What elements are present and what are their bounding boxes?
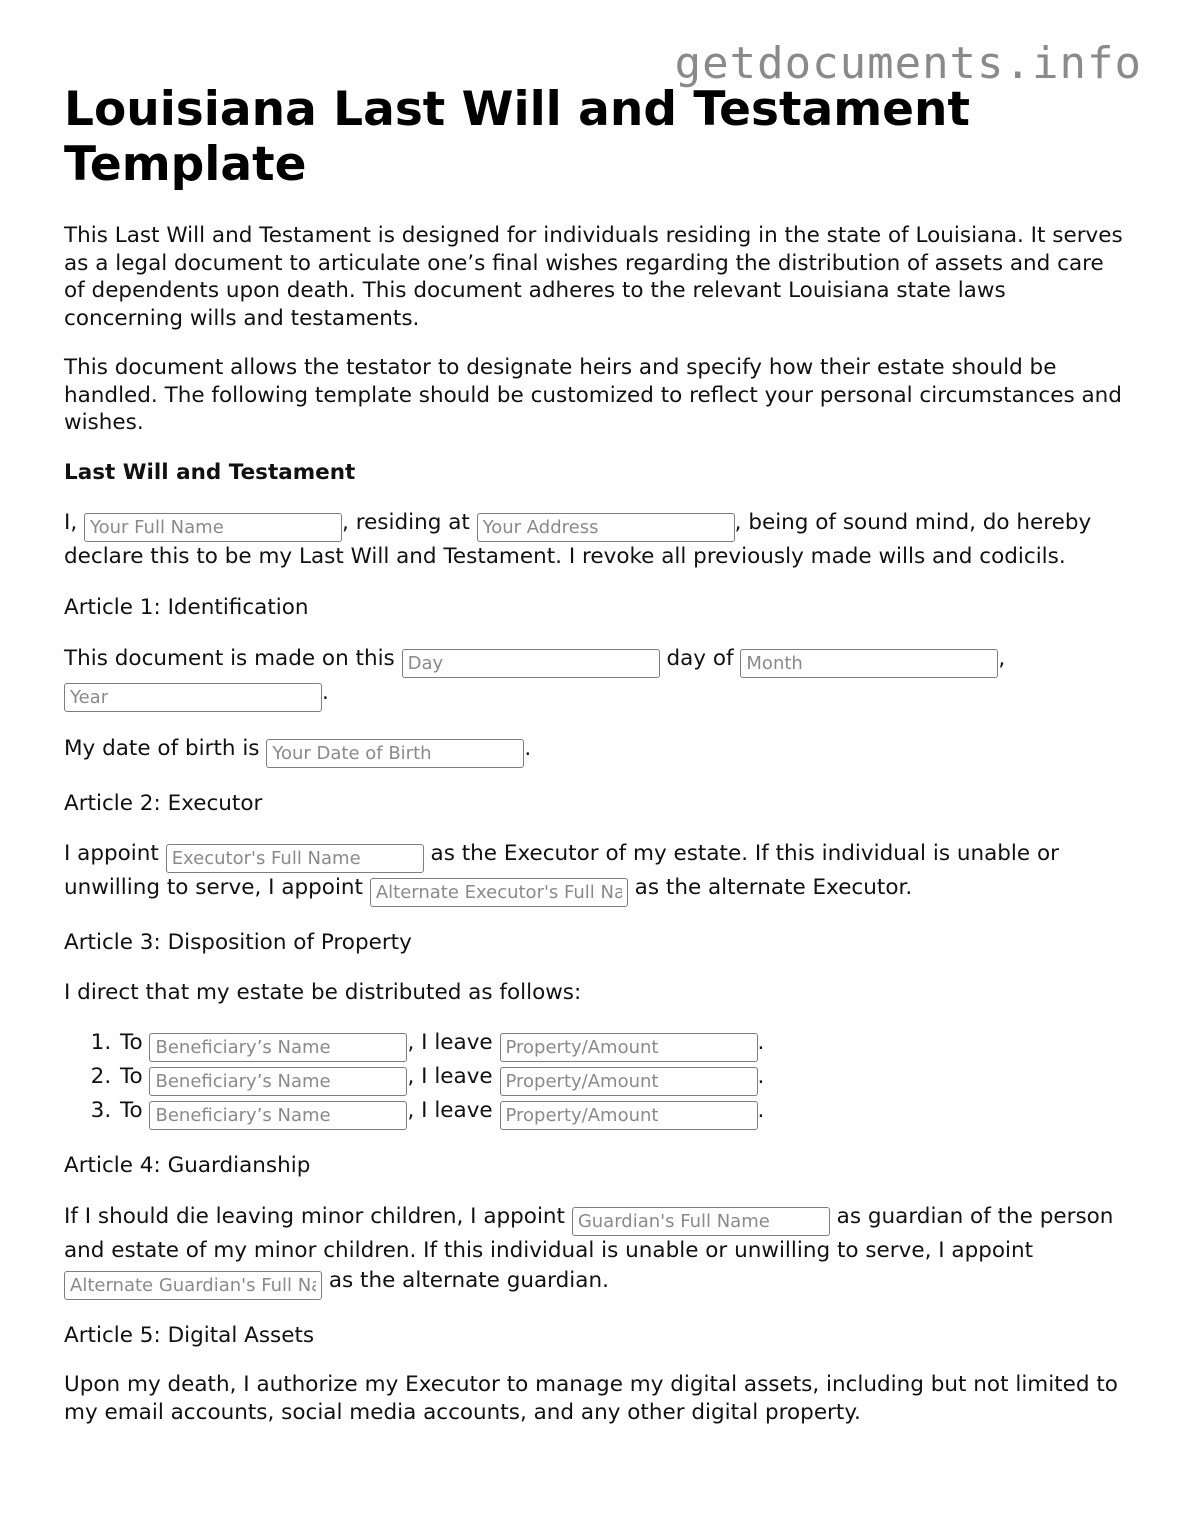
intro-paragraph-1: This Last Will and Testament is designed for individuals residing in the state of Louisiana. It serves as a legal document to articulate one’s final wishes regarding the distribution of assets and care of dependents upon death. This document adheres to the relevant Louisiana state laws concerning wills and testaments. bbox=[64, 223, 1123, 331]
day-field[interactable] bbox=[402, 649, 660, 678]
declaration-text-3: , being of sound mind, do hereby declare this to be my Last Will and Testament. I revoke all previously made wills and codicils. bbox=[64, 510, 1092, 569]
list-item bbox=[118, 1028, 1124, 1062]
beneficiary-name-field[interactable] bbox=[149, 1033, 407, 1062]
dob-text-1: My date of birth is bbox=[64, 735, 260, 761]
article-1-heading: Article 1: Identification bbox=[64, 595, 309, 620]
month-field[interactable] bbox=[740, 649, 998, 678]
list-item bbox=[118, 1096, 1124, 1130]
beneficiary-name-field[interactable] bbox=[149, 1101, 407, 1130]
executor-text-3: as the alternate Executor. bbox=[634, 875, 913, 900]
alternate-guardian-field[interactable] bbox=[64, 1271, 322, 1300]
beneficiary-name-field[interactable] bbox=[149, 1067, 407, 1096]
article-3-heading: Article 3: Disposition of Property bbox=[64, 930, 412, 955]
document-page bbox=[64, 82, 1124, 1448]
executor-text-1: I appoint bbox=[64, 841, 159, 866]
executor-name-field[interactable] bbox=[166, 844, 424, 873]
article-5-paragraph: Upon my death, I authorize my Executor to manage my digital assets, including but not limited to my email accounts, social media accounts, and any other digital property. bbox=[64, 1372, 1118, 1425]
item-end: . bbox=[757, 1064, 765, 1089]
guardian-text-1: If I should die leaving minor children, I appoint bbox=[64, 1203, 565, 1229]
guardian-name-field[interactable] bbox=[572, 1207, 830, 1236]
guardian-text-3: as the alternate guardian. bbox=[328, 1267, 609, 1293]
watermark: getdocuments.info bbox=[674, 38, 1142, 89]
article-5-heading: Article 5: Digital Assets bbox=[64, 1322, 315, 1348]
guardian-text-2: as guardian of the person and estate of my minor children. If this individual is unable or unwilling to serve, I appoint bbox=[64, 1203, 1114, 1263]
article-1-date-paragraph bbox=[64, 644, 1124, 712]
dob-text-2: . bbox=[524, 735, 532, 761]
date-text-2: day of bbox=[666, 645, 734, 671]
address-field[interactable] bbox=[477, 513, 735, 542]
full-name-field[interactable] bbox=[84, 513, 342, 542]
article-3-intro: I direct that my estate be distributed as follows: bbox=[64, 979, 582, 1005]
year-field[interactable] bbox=[64, 683, 322, 712]
executor-text-2: as the Executor of my estate. If this individual is unable or unwilling to serve, I appoint bbox=[64, 841, 1059, 900]
article-1-dob-paragraph bbox=[64, 734, 1124, 768]
list-item bbox=[118, 1062, 1124, 1096]
article-4-paragraph bbox=[64, 1202, 1124, 1300]
item-end: . bbox=[757, 1098, 765, 1123]
intro-paragraph-2: This document allows the testator to designate heirs and specify how their estate should be handled. The following template should be customized to reflect your personal circumstances and wishes. bbox=[64, 355, 1122, 435]
property-amount-field[interactable] bbox=[500, 1101, 758, 1130]
beneficiary-list bbox=[64, 1028, 1124, 1130]
declaration-text-2: , residing at bbox=[342, 510, 470, 535]
page-title: Louisiana Last Will and Testament Template bbox=[64, 82, 970, 192]
to-text: To bbox=[120, 1064, 143, 1089]
date-text-3: , bbox=[998, 645, 1006, 671]
property-amount-field[interactable] bbox=[500, 1033, 758, 1062]
to-text: To bbox=[120, 1098, 143, 1123]
declaration-text-1: I, bbox=[64, 510, 78, 535]
item-end: . bbox=[757, 1030, 765, 1055]
section-title: Last Will and Testament bbox=[64, 459, 356, 485]
property-amount-field[interactable] bbox=[500, 1067, 758, 1096]
article-2-heading: Article 2: Executor bbox=[64, 790, 263, 816]
leave-text: , I leave bbox=[407, 1098, 493, 1123]
leave-text: , I leave bbox=[407, 1030, 493, 1055]
declaration-paragraph bbox=[64, 508, 1124, 572]
alternate-executor-field[interactable] bbox=[370, 878, 628, 907]
to-text: To bbox=[120, 1030, 143, 1055]
date-text-4: . bbox=[322, 679, 329, 705]
date-of-birth-field[interactable] bbox=[266, 739, 524, 768]
article-4-heading: Article 4: Guardianship bbox=[64, 1153, 311, 1178]
date-text-1: This document is made on this bbox=[64, 645, 395, 671]
leave-text: , I leave bbox=[407, 1064, 493, 1089]
article-2-paragraph bbox=[64, 839, 1124, 907]
